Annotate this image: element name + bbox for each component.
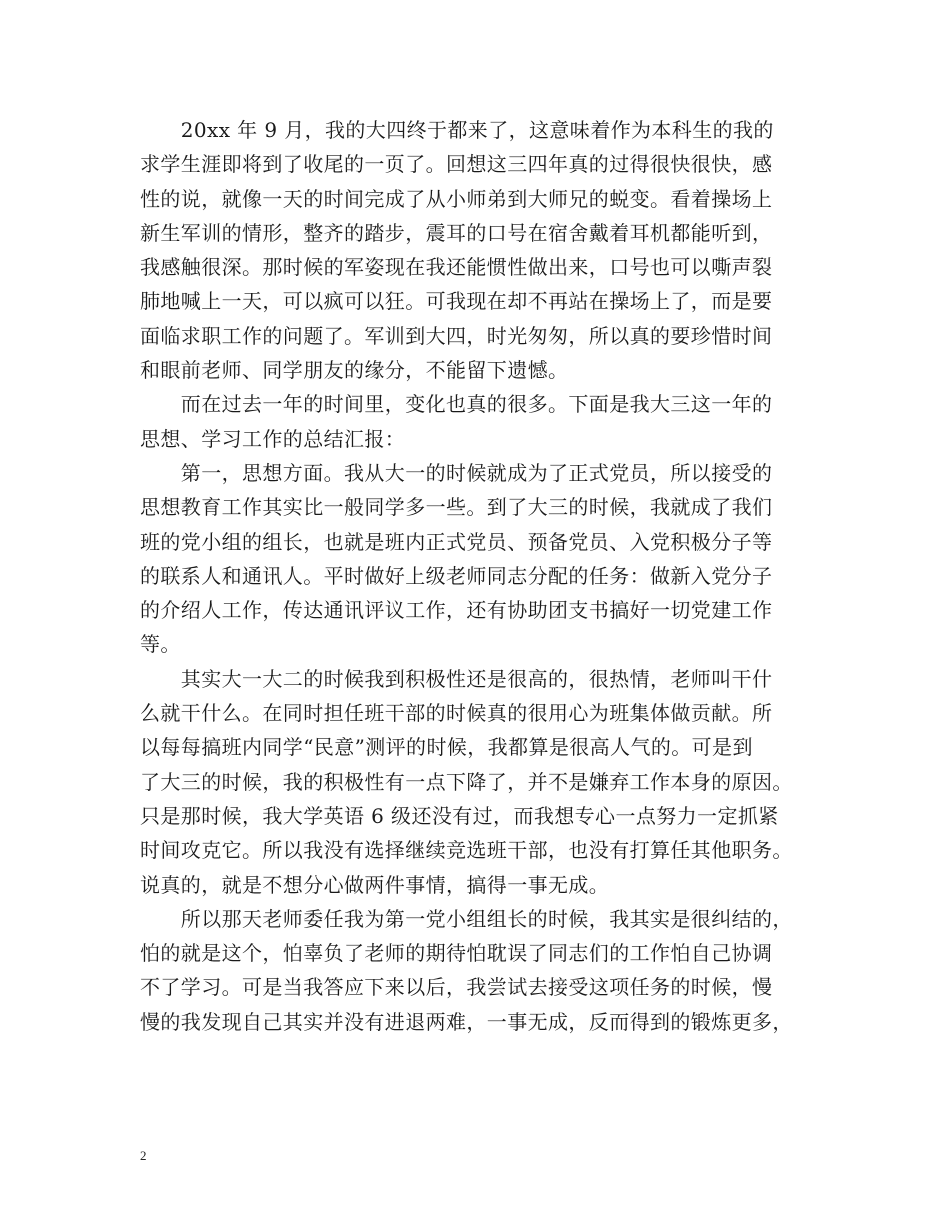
text-line: 20xx 年 9 月，我的大四终于都来了，这意味着作为本科生的我的 <box>140 118 774 142</box>
body-text <box>140 113 820 1039</box>
text-line: 新生军训的情形，整齐的踏步，震耳的口号在宿舍戴着耳机都能听到， <box>140 220 773 245</box>
text-line: 其实大一大二的时候我到积极性还是很高的，很热情，老师叫干什 <box>140 666 773 691</box>
text-line: 和眼前老师、同学朋友的缘分，不能留下遗憾。 <box>140 358 569 383</box>
text-line: 求学生涯即将到了收尾的一页了。回想这三四年真的过得很快很快，感 <box>140 152 773 177</box>
text-line: 不了学习。可是当我答应下来以后，我尝试去接受这项任务的时候，慢 <box>140 975 773 1000</box>
text-line: 么就干什么。在同时担任班干部的时候真的很用心为班集体做贡献。所 <box>140 701 773 726</box>
text-line: 等。 <box>140 632 181 657</box>
text-line: 性的说，就像一天的时间完成了从小师弟到大师兄的蜕变。看着操场上 <box>140 186 773 211</box>
text-line: 说真的，就是不想分心做两件事情，搞得一事无成。 <box>140 872 610 897</box>
text-line: 思想教育工作其实比一般同学多一些。到了大三的时候，我就成了我们 <box>140 495 773 520</box>
text-line: 班的党小组的组长，也就是班内正式党员、预备党员、入党积极分子等 <box>140 529 773 554</box>
text-line: 只是那时候，我大学英语 6 级还没有过，而我想专心一点努力一定抓紧 <box>140 803 779 828</box>
text-line: 以每每搞班内同学“民意”测评的时候，我都算是很高人气的。可是到 <box>140 735 753 760</box>
text-line: 的联系人和通讯人。平时做好上级老师同志分配的任务：做新入党分子 <box>140 563 773 588</box>
text-line: 的介绍人工作，传达通讯评议工作，还有协助团支书搞好一切党建工作 <box>140 598 773 623</box>
page-number: 2 <box>140 1148 147 1163</box>
text-line: 肺地喊上一天，可以疯可以狂。可我现在却不再站在操场上了，而是要 <box>140 289 773 314</box>
text-line: 而在过去一年的时间里，变化也真的很多。下面是我大三这一年的 <box>140 392 773 417</box>
text-line: 第一，思想方面。我从大一的时候就成为了正式党员，所以接受的 <box>140 460 773 485</box>
text-line: 时间攻克它。所以我没有选择继续竞选班干部，也没有打算任其他职务。 <box>140 838 793 863</box>
text-line: 我感触很深。那时候的军姿现在我还能惯性做出来，口号也可以嘶声裂 <box>140 255 773 280</box>
text-line: 思想、学习工作的总结汇报： <box>140 426 406 451</box>
text-line: 所以那天老师委任我为第一党小组组长的时候，我其实是很纠结的， <box>140 906 793 931</box>
text-line: 面临求职工作的问题了。军训到大四，时光匆匆，所以真的要珍惜时间 <box>140 323 773 348</box>
text-line: 了大三的时候，我的积极性有一点下降了，并不是嫌弃工作本身的原因。 <box>140 769 793 794</box>
text-line: 怕的就是这个，怕辜负了老师的期待怕耽误了同志们的工作怕自己协调 <box>140 941 773 966</box>
text-line: 慢的我发现自己其实并没有进退两难，一事无成，反而得到的锻炼更多， <box>140 1009 793 1034</box>
